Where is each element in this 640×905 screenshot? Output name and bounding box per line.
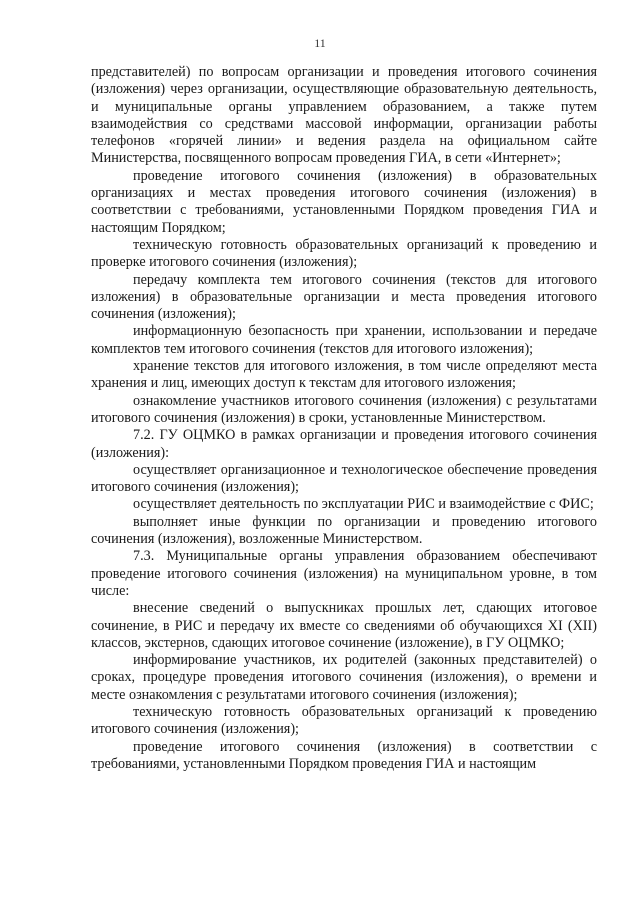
paragraph: передачу комплекта тем итогового сочинения (текстов для итогового изложения) в образовательные организации и места проведения итогового сочинения (изложения);: [91, 271, 597, 323]
page-number: 11: [314, 36, 326, 50]
paragraph: осуществляет деятельность по эксплуатации РИС и взаимодействие с ФИС;: [133, 496, 594, 513]
paragraph: техническую готовность образовательных организаций к проведению и проверке итогового сочинения (изложения);: [91, 236, 597, 271]
paragraph: ознакомление участников итогового сочинения (изложения) с результатами итогового сочинения (изложения) в сроки, установленные Министерством.: [91, 392, 597, 426]
paragraph: техническую готовность образовательных организаций к проведению итогового сочинения (изложения);: [91, 703, 597, 738]
paragraph: информирование участников, их родителей (законных представителей) о сроках, процедуре проведения итогового сочинения (изложения), о времени и месте ознакомления с результатами итогового сочинения (изложения);: [91, 652, 597, 703]
paragraph: проведение итогового сочинения (изложения) в соответствии с требованиями, установленными Порядком проведения ГИА и настоящим: [91, 738, 597, 772]
paragraph: осуществляет организационное и технологическое обеспечение проведения итогового сочинения (изложения);: [91, 461, 597, 496]
paragraph: проведение итогового сочинения (изложения) в образовательных организациях и местах проведения итогового сочинения (изложения) в соответствии с требованиями, установленными Порядком проведения ГИА и настоящим Порядком;: [91, 167, 597, 236]
paragraph: хранение текстов для итогового изложения, в том числе определяют места хранения и лиц, имеющих доступ к текстам для итогового изложения;: [91, 358, 597, 392]
paragraph: представителей) по вопросам организации и проведения итогового сочинения (изложения) через организации, осуществляющие образовательную деятельность, и муниципальные органы управлением образованием, а также путем взаимодействия со средствами массовой информации, организации работы телефонов «горячей линии» и ведения раздела на официальном сайте Министерства, посвященного вопросам проведения ГИА, в сети «Интернет»;: [91, 64, 597, 167]
body-text: [91, 64, 597, 773]
paragraph: внесение сведений о выпускниках прошлых лет, сдающих итоговое сочинение, в РИС и передачу их вместе со сведениями об обучающихся XI (XII) классов, экстернов, сдающих итоговое сочинение (изложение), в ГУ ОЦМКО;: [91, 600, 597, 651]
paragraph: 7.2. ГУ ОЦМКО в рамках организации и проведения итогового сочинения (изложения):: [91, 427, 597, 461]
paragraph: выполняет иные функции по организации и проведению итогового сочинения (изложения), возложенные Министерством.: [91, 513, 597, 548]
paragraph: информационную безопасность при хранении, использовании и передаче комплектов тем итогового сочинения (текстов для итогового изложения);: [91, 323, 597, 357]
paragraph: 7.3. Муниципальные органы управления образованием обеспечивают проведение итогового сочинения (изложения) на муниципальном уровне, в том числе:: [91, 548, 597, 599]
